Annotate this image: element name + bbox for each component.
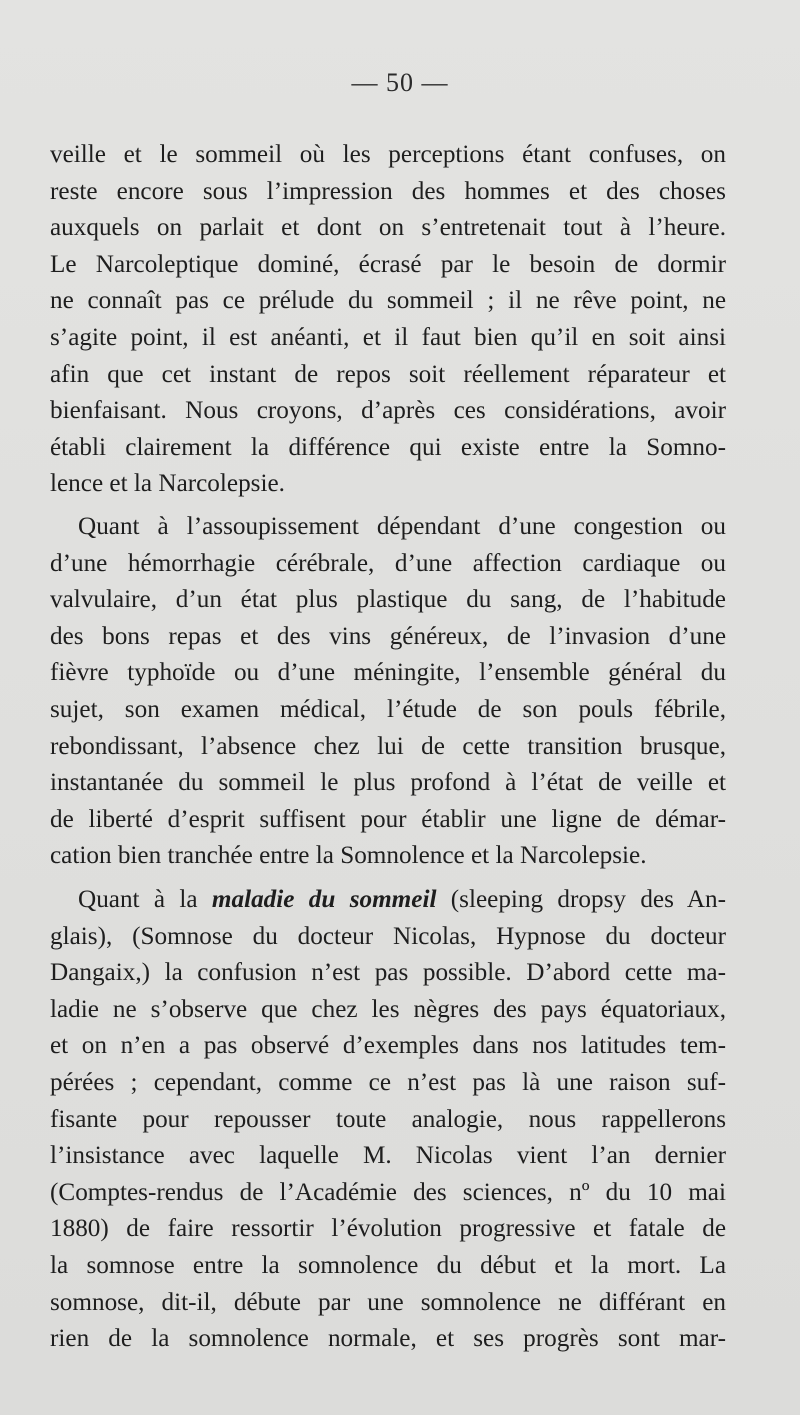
text-line: des bons repas et des vins généreux, de l’invasion d’une [50, 622, 726, 650]
text-fragment: Quant à la [78, 886, 212, 913]
text-line: s’agite point, il est anéanti, et il faut bien qu’il en soit ainsi [50, 323, 726, 351]
text-line: pérées ; cependant, comme ce n’est pas là une raison suf- [50, 1068, 726, 1096]
text-line: établi clairement la différence qui existe entre la Somno- [50, 433, 726, 461]
text-line-with-italic [50, 882, 726, 919]
text-line: de liberté d’esprit suffisent pour établir une ligne de démar- [50, 805, 726, 833]
text-line: sujet, son examen médical, l’étude de son pouls fébrile, [50, 695, 726, 723]
text-line: valvulaire, d’un état plus plastique du sang, de l’habitude [50, 586, 726, 614]
text-line: glais), (Somnose du docteur Nicolas, Hypnose du docteur [50, 922, 726, 950]
text-line: et on n’en a pas observé d’exemples dans nos latitudes tem- [50, 1032, 726, 1060]
text-line: (Comptes-rendus de l’Académie des sciences, nº du 10 mai [50, 1178, 726, 1206]
text-line: d’une hémorrhagie cérébrale, d’une affection cardiaque ou [50, 549, 726, 577]
text-line: ne connaît pas ce prélude du sommeil ; il ne rêve point, ne [50, 287, 726, 315]
paragraph-3 [50, 882, 726, 1358]
text-line: Le Narcoleptique dominé, écrasé par le besoin de dormir [50, 250, 726, 278]
italic-term: maladie du sommeil [211, 886, 437, 913]
text-line: afin que cet instant de repos soit réellement réparateur et [50, 360, 726, 388]
text-fragment: (sleeping dropsy des An- [436, 886, 726, 913]
text-line: fièvre typhoïde ou d’une méningite, l’ensemble général du [50, 659, 726, 687]
text-line: rebondissant, l’absence chez lui de cette transition brusque, [50, 732, 726, 760]
text-line: l’insistance avec laquelle M. Nicolas vient l’an dernier [50, 1142, 726, 1170]
text-line: fisante pour repousser toute analogie, nous rappellerons [50, 1105, 726, 1133]
text-line: lence et la Narcolepsie. [50, 470, 285, 498]
text-line: somnose, dit-il, débute par une somnolence ne différant en [50, 1288, 726, 1316]
text-line: reste encore sous l’impression des hommes et des choses [50, 177, 726, 205]
page-number: — 50 — [351, 68, 449, 97]
text-line: Quant à l’assoupissement dépendant d’une congestion ou [78, 513, 726, 540]
text-line: auxquels on parlait et dont on s’entretenait tout à l’heure. [50, 214, 726, 242]
text-line: ladie ne s’observe que chez les nègres des pays équatoriaux, [50, 995, 726, 1023]
text-line: cation bien tranchée entre la Somnolence et la Narcolepsie. [50, 842, 647, 870]
text-line: veille et le sommeil où les perceptions étant confuses, on [50, 141, 726, 168]
paragraph-2 [50, 509, 726, 875]
text-line: la somnose entre la somnolence du début et la mort. La [50, 1251, 726, 1279]
text-line: rien de la somnolence normale, et ses progrès sont mar- [50, 1325, 726, 1353]
text-line: bienfaisant. Nous croyons, d’après ces considérations, avoir [50, 397, 726, 425]
paragraph-1 [50, 137, 726, 503]
text-line: Dangaix,) la confusion n’est pas possible. D’abord cette ma- [50, 959, 726, 987]
text-line: instantanée du sommeil le plus profond à l’état de veille et [50, 769, 726, 797]
text-line: 1880) de faire ressortir l’évolution progressive et fatale de [50, 1215, 726, 1243]
